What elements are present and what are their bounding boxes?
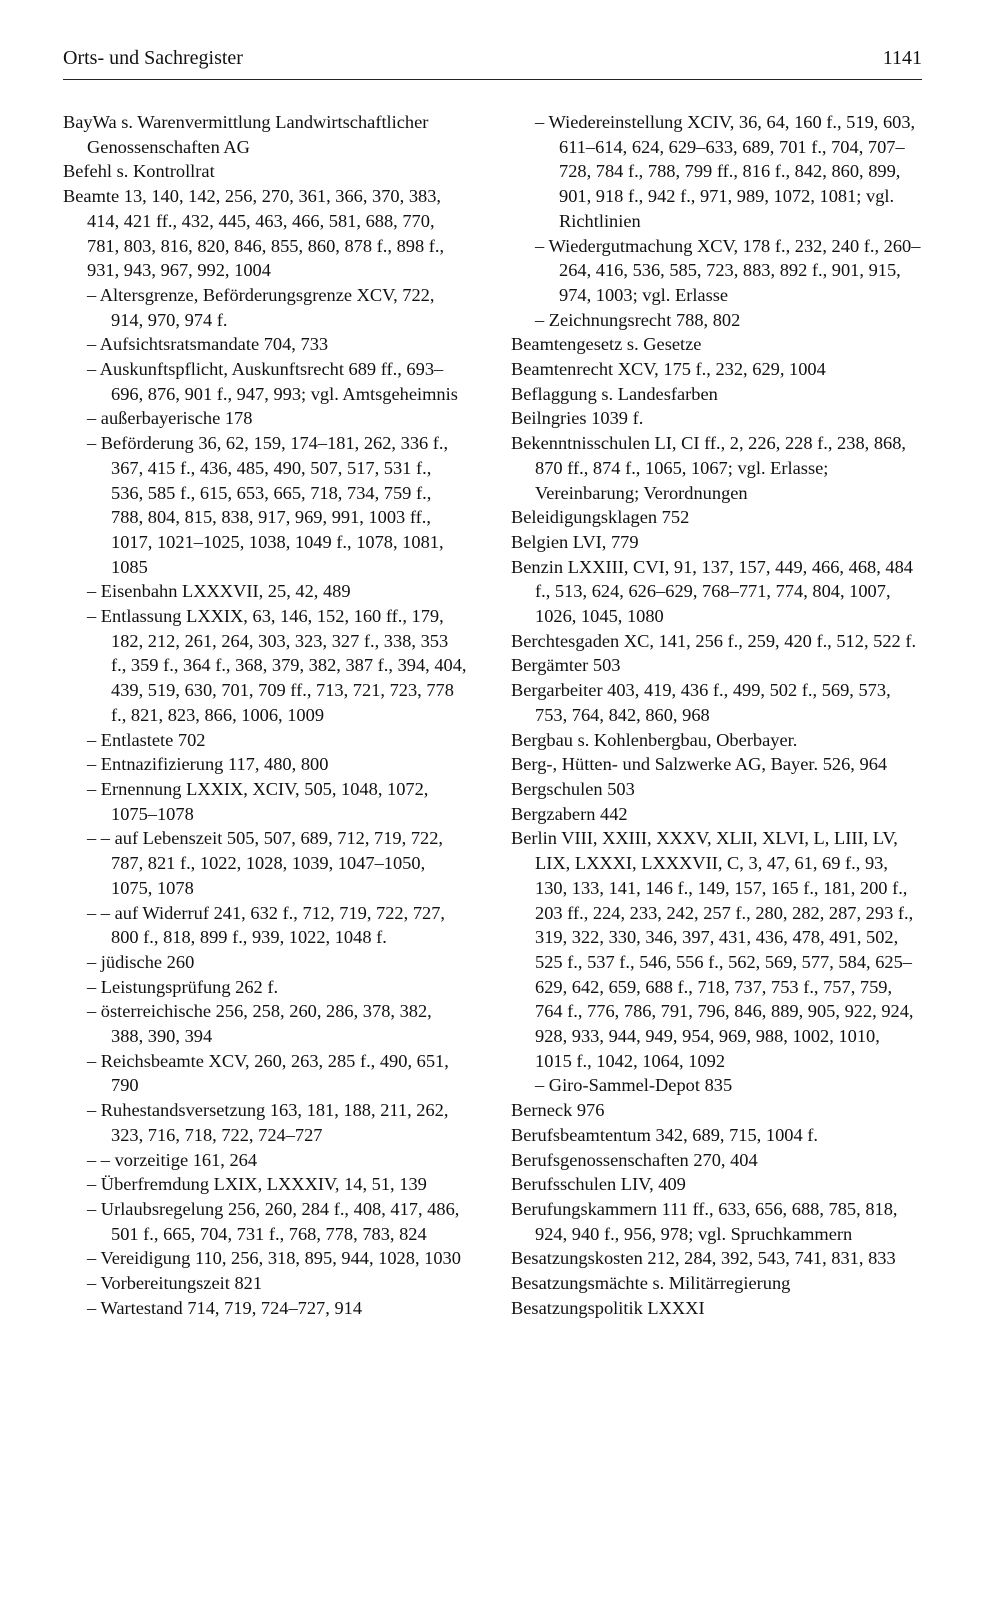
index-subentry: – – vorzeitige 161, 264	[87, 1149, 258, 1170]
index-entry: Berufungskammern 111 ff., 633, 656, 688, 785, 818, 924, 940 f., 956, 978; vgl. Spruchkammern	[511, 1198, 898, 1244]
index-subentry: – Wiedergutmachung XCV, 178 f., 232, 240 f., 260–264, 416, 536, 585, 723, 883, 892 f., 901, 915, 974, 1003; vgl. Erlasse	[535, 235, 921, 305]
index-entry: Berufsschulen LIV, 409	[511, 1174, 686, 1195]
index-subentry: – Eisenbahn LXXXVII, 25, 42, 489	[87, 581, 351, 602]
index-entry: Berg-, Hütten- und Salzwerke AG, Bayer. 526, 964	[511, 754, 888, 775]
index-entry: Berufsgenossenschaften 270, 404	[511, 1149, 758, 1170]
index-entry: Berneck 976	[511, 1100, 605, 1121]
index-subentry: – Leistungsprüfung 262 f.	[87, 976, 279, 997]
index-entry: Bergämter 503	[511, 655, 621, 676]
index-entry: Beleidigungsklagen 752	[511, 507, 690, 528]
index-entry: Berlin VIII, XXIII, XXXV, XLII, XLVI, L, LIII, LV, LIX, LXXXI, LXXXVII, C, 3, 47, 61, 69 f., 93, 130, 133, 141, 146 f., 149, 157, 165 f., 181, 200 f., 203 ff., 224, 233, 242, 257 f., 280, 282, 287, 293 f., 319, 322, 330, 346, 397, 431, 436, 478, 491, 502, 525 f., 537 f., 546, 556 f., 562, 569, 577, 584, 625–629, 642, 659, 688 f., 718, 737, 753 f., 757, 759, 764 f., 776, 786, 791, 796, 846, 889, 905, 922, 924, 928, 933, 944, 949, 954, 969, 988, 1002, 1010, 1015 f., 1042, 1064, 1092	[511, 828, 914, 1071]
index-subentry: – Zeichnungsrecht 788, 802	[535, 309, 741, 330]
index-entry: BayWa s. Warenvermittlung Landwirtschaftlicher Genossenschaften AG	[63, 112, 429, 157]
index-entry: Besatzungspolitik LXXXI	[511, 1297, 705, 1318]
index-subentry: – Aufsichtsratsmandate 704, 733	[87, 334, 329, 355]
index-entry: Beflaggung s. Landesfarben	[511, 383, 718, 404]
index-subentry: – Urlaubsregelung 256, 260, 284 f., 408, 417, 486, 501 f., 665, 704, 731 f., 768, 778, 783, 824	[87, 1198, 460, 1244]
index-subentry: – Auskunftspflicht, Auskunftsrecht 689 ff., 693–696, 876, 901 f., 947, 993; vgl. Amtsgeheimnis	[87, 359, 458, 404]
page-number: 1141	[882, 46, 922, 69]
index-entry: Beilngries 1039 f.	[511, 408, 644, 429]
index-entry: Befehl s. Kontrollrat	[63, 161, 215, 182]
index-subentry: – Altersgrenze, Beförderungsgrenze XCV, 722, 914, 970, 974 f.	[87, 284, 435, 330]
index-subentry: – Entlassung LXXIX, 63, 146, 152, 160 ff., 179, 182, 212, 261, 264, 303, 323, 327 f., 338, 353 f., 359 f., 364 f., 368, 379, 382, 387 f., 394, 404, 439, 519, 630, 701, 709 ff., 713, 721, 723, 778 f., 821, 823, 866, 1006, 1009	[87, 606, 467, 725]
index-subentry: – Entnazifizierung 117, 480, 800	[87, 754, 329, 775]
index-subentry: – Giro-Sammel-Depot 835	[535, 1075, 733, 1096]
index-entry: Berufsbeamtentum 342, 689, 715, 1004 f.	[511, 1124, 818, 1145]
index-entry: Beamtengesetz s. Gesetze	[511, 334, 702, 355]
running-header	[63, 40, 922, 76]
index-subentry: – Überfremdung LXIX, LXXXIV, 14, 51, 139	[87, 1174, 427, 1195]
header-rule	[63, 79, 922, 80]
index-entry: Berchtesgaden XC, 141, 256 f., 259, 420 f., 512, 522 f.	[511, 630, 917, 651]
index-entry: Besatzungskosten 212, 284, 392, 543, 741, 831, 833	[511, 1248, 896, 1269]
index-entry: Bergzabern 442	[511, 803, 628, 824]
left-column	[63, 110, 468, 1320]
index-entry: Belgien LVI, 779	[511, 531, 639, 552]
index-subentry: – österreichische 256, 258, 260, 286, 378, 382, 388, 390, 394	[87, 1001, 432, 1047]
index-entry: Beamte 13, 140, 142, 256, 270, 361, 366, 370, 383, 414, 421 ff., 432, 445, 463, 466, 581, 688, 770, 781, 803, 816, 820, 846, 855, 860, 878 f., 898 f., 931, 943, 967, 992, 1004	[63, 186, 445, 281]
index-subentry: – Ruhestandsversetzung 163, 181, 188, 211, 262, 323, 716, 718, 722, 724–727	[87, 1100, 449, 1145]
index-entry: Besatzungsmächte s. Militärregierung	[511, 1273, 791, 1294]
index-subentry: – – auf Widerruf 241, 632 f., 712, 719, 722, 727, 800 f., 818, 899 f., 939, 1022, 1048 f.	[87, 902, 445, 948]
index-subentry: – jüdische 260	[87, 951, 195, 972]
index-subentry: – außerbayerische 178	[87, 408, 253, 429]
index-subentry: – Wartestand 714, 719, 724–727, 914	[87, 1297, 363, 1318]
index-subentry: – Ernennung LXXIX, XCIV, 505, 1048, 1072, 1075–1078	[87, 778, 429, 824]
right-column	[511, 110, 921, 1320]
index-subentry: – Vereidigung 110, 256, 318, 895, 944, 1028, 1030	[87, 1248, 461, 1269]
index-subentry: – Beförderung 36, 62, 159, 174–181, 262, 336 f., 367, 415 f., 436, 485, 490, 507, 517, 531 f., 536, 585 f., 615, 653, 665, 718, 734, 759 f., 788, 804, 815, 838, 917, 969, 991, 1003 ff., 1017, 1021–1025, 1038, 1049 f., 1078, 1081, 1085	[87, 433, 449, 577]
index-subentry: – Vorbereitungszeit 821	[87, 1273, 263, 1294]
index-entry: Bergbau s. Kohlenbergbau, Oberbayer.	[511, 729, 798, 750]
index-subentry: – Wiedereinstellung XCIV, 36, 64, 160 f., 519, 603, 611–614, 624, 629–633, 689, 701 f., 704, 707–728, 784 f., 788, 799 ff., 816 f., 842, 860, 899, 901, 918 f., 942 f., 971, 989, 1072, 1081; vgl. Richtlinien	[535, 112, 916, 231]
index-subentry: – Entlastete 702	[87, 729, 206, 750]
section-title: Orts- und Sachregister	[63, 46, 243, 69]
index-entry: Bergarbeiter 403, 419, 436 f., 499, 502 f., 569, 573, 753, 764, 842, 860, 968	[511, 680, 891, 725]
index-subentry: – – auf Lebenszeit 505, 507, 689, 712, 719, 722, 787, 821 f., 1022, 1028, 1039, 1047–1050, 1075, 1078	[87, 828, 444, 898]
index-subentry: – Reichsbeamte XCV, 260, 263, 285 f., 490, 651, 790	[87, 1050, 449, 1096]
index-entry: Bekenntnisschulen LI, CI ff., 2, 226, 228 f., 238, 868, 870 ff., 874 f., 1065, 1067; vgl. Erlasse; Vereinbarung; Verordnungen	[511, 433, 907, 503]
index-entry: Benzin LXXIII, CVI, 91, 137, 157, 449, 466, 468, 484 f., 513, 624, 626–629, 768–771, 774, 804, 1007, 1026, 1045, 1080	[511, 556, 913, 627]
index-entry: Bergschulen 503	[511, 778, 635, 799]
index-entry: Beamtenrecht XCV, 175 f., 232, 629, 1004	[511, 359, 826, 380]
